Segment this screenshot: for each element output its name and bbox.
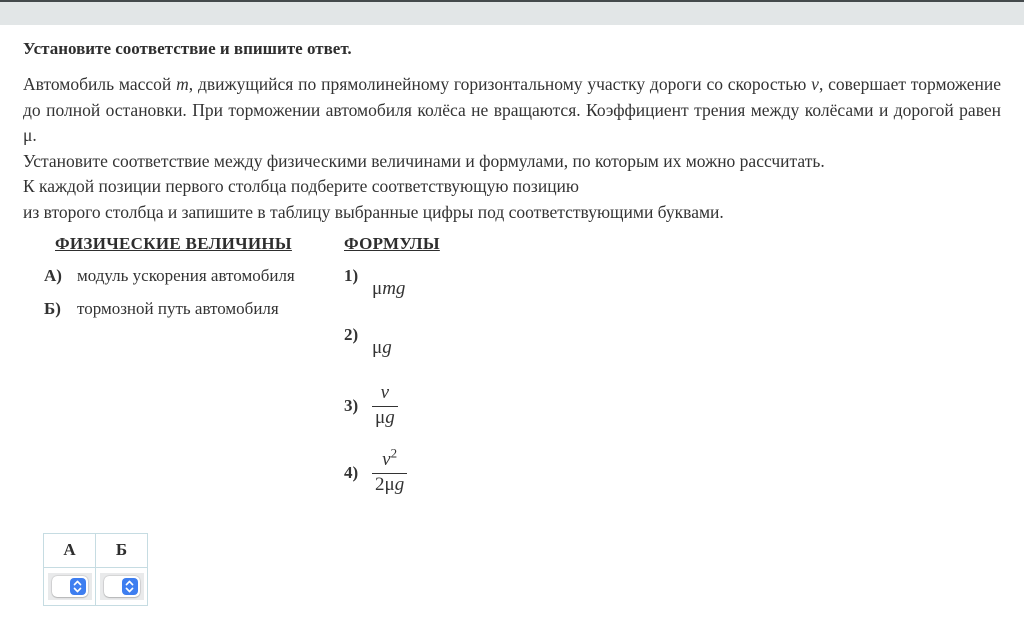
fraction-denominator (372, 473, 407, 496)
variable-v: v (811, 74, 819, 94)
quantities-column (44, 234, 344, 496)
quantity-text-a: модуль ускорения автомобиля (77, 266, 295, 285)
formula-item-1 (344, 266, 1001, 300)
formula-fraction-3 (372, 383, 398, 429)
quantity-label-b: Б) (44, 299, 61, 318)
formulas-header: ФОРМУЛЫ (344, 234, 440, 253)
select-stepper-icon (122, 578, 138, 595)
problem-statement (23, 72, 1001, 149)
answer-cell-a (44, 567, 96, 605)
quantities-header: ФИЗИЧЕСКИЕ ВЕЛИЧИНЫ (55, 234, 292, 253)
formula-variables: g (394, 473, 405, 495)
instruction-line-3: из второго столбца и запишите в таблицу выбранные цифры под соответствующими буквами. (23, 201, 724, 222)
quantity-text-b: тормозной путь автомобиля (77, 299, 279, 318)
answer-cell-b (96, 567, 148, 605)
formula-number-3: 3) (344, 395, 359, 415)
answer-table-header-row (44, 533, 148, 567)
quantity-item-b (44, 299, 344, 319)
mu-symbol: μ (375, 406, 386, 428)
answer-table (43, 533, 148, 606)
mu-symbol: μ (372, 337, 383, 358)
answer-select-b-wrap (100, 573, 144, 600)
matching-columns (23, 234, 1001, 496)
top-strip (0, 0, 1024, 25)
chevron-up-down-icon (125, 580, 134, 593)
fraction-numerator (372, 383, 398, 406)
answer-header-a: А (44, 533, 96, 567)
variable-v: v (382, 448, 391, 470)
formulas-column (344, 234, 1001, 496)
chevron-up-down-icon (73, 580, 82, 593)
variable-m: m (176, 74, 189, 94)
mu-symbol: μ (372, 278, 383, 299)
formula-number-1: 1) (344, 266, 359, 285)
exponent: 2 (390, 445, 398, 461)
instruction-line-2: К каждой позиции первого столбца подберите соответствующую позицию (23, 176, 580, 196)
page-title: Установите соответствие и впишите ответ. (23, 39, 352, 58)
formula-variables: mg (382, 278, 406, 299)
formula-number-2: 2) (344, 325, 359, 344)
answer-header-b: Б (96, 533, 148, 567)
answer-select-b[interactable] (104, 576, 140, 597)
statement-text-2: , движущийся по прямолинейному горизонтальному участку дороги со скоростью (188, 74, 812, 94)
coefficient-mu: 2μ (375, 473, 395, 495)
variable-v: v (380, 382, 390, 403)
formula-variables: g (385, 406, 395, 428)
quantity-item-a (44, 266, 344, 286)
fraction-denominator (372, 406, 398, 429)
answer-select-a-wrap (48, 573, 92, 600)
formula-item-2 (344, 325, 1001, 359)
statement-text-1: Автомобиль массой (23, 74, 177, 94)
formula-expr-2 (372, 337, 392, 359)
statement-text-3: , совершает торможение до полной остановки. При торможении автомобиля колёса не вращаются. Коэффициент трения между колёсами и дорогой равен μ. (23, 74, 1001, 145)
formula-expr-1 (372, 278, 405, 300)
instruction-line-1: Установите соответствие между физическими величинами и формулами, по которым их можно рассчитать. (23, 150, 825, 171)
formula-variables: g (382, 337, 392, 358)
answer-table-select-row (44, 567, 148, 605)
formula-number-4: 4) (344, 462, 359, 482)
formula-fraction-4 (372, 445, 407, 496)
formula-item-4 (344, 445, 1001, 496)
question-page (0, 25, 1024, 606)
select-stepper-icon (70, 578, 86, 595)
formula-item-3 (344, 383, 1001, 429)
fraction-numerator (372, 445, 407, 473)
quantity-label-a: А) (44, 266, 62, 285)
answer-select-a[interactable] (52, 576, 88, 597)
